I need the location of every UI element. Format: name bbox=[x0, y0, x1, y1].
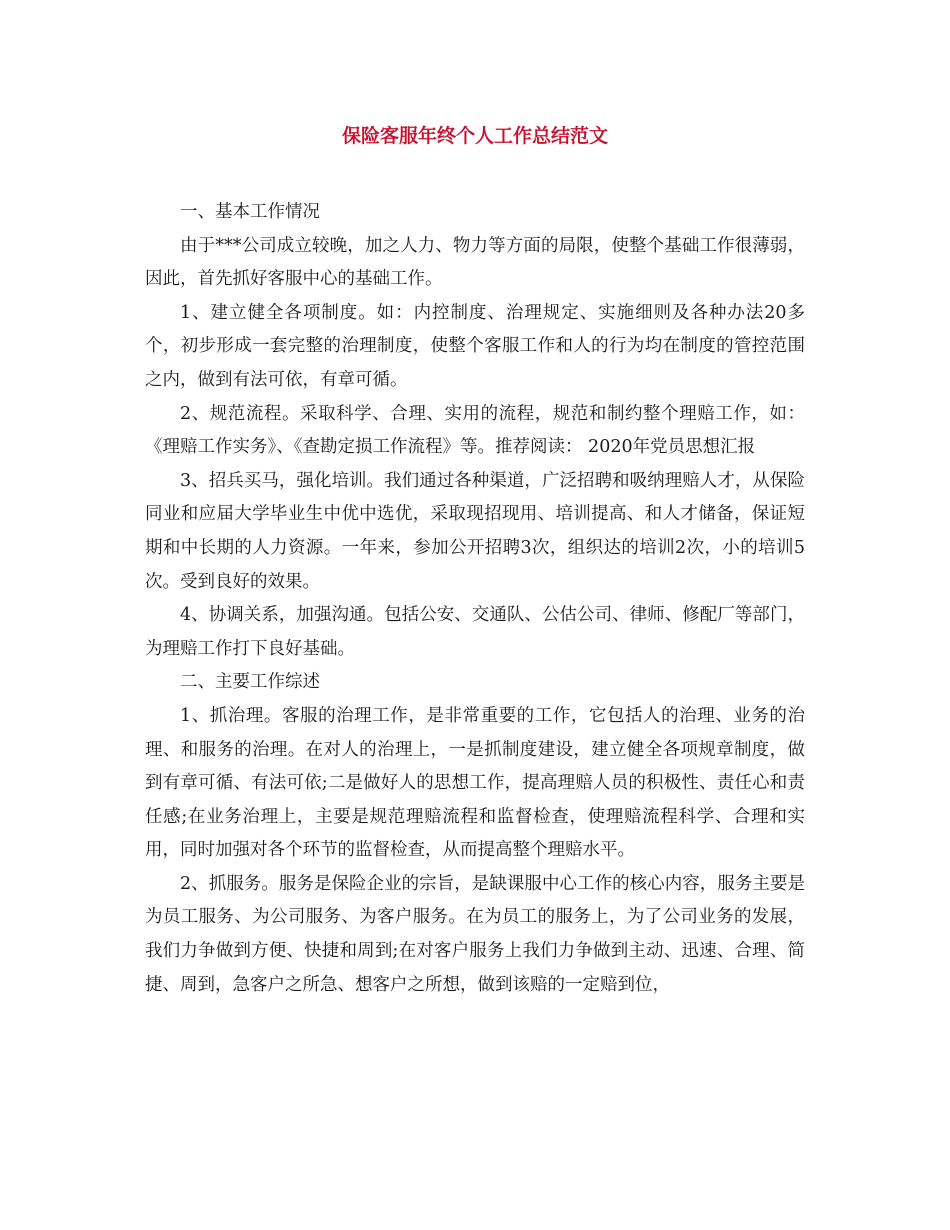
section-heading: 一、基本工作情况 bbox=[180, 202, 320, 222]
section-heading: 二、主要工作综述 bbox=[180, 672, 320, 693]
document-title: 保险客服年终个人工作总结范文 bbox=[341, 125, 608, 147]
paragraph: 2、抓服务。服务是保险企业的宗旨，是缺课服中心工作的核心内容，服务主要是为员工服务、为公司服务、为客户服务。在为员工的服务上，为了公司业务的发展，我们力争做到方便、快捷和周到;在对客户服务上我们力争做到主动、迅速、合理、简捷、周到，急客户之所急、想客户之所想，做到该赔的一定赔到位， bbox=[145, 873, 805, 995]
document-body bbox=[145, 196, 805, 1002]
paragraph: 1、建立健全各项制度。如：内控制度、治理规定、实施细则及各种办法20多个，初步形成一套完整的治理制度，使整个客服工作和人的行为均在制度的管控范围之内，做到有法可依，有章可循。 bbox=[145, 302, 805, 390]
paragraph: 4、协调关系，加强沟通。包括公安、交通队、公估公司、律师、修配厂等部门，为理赔工作打下良好基础。 bbox=[145, 605, 805, 659]
paragraph: 由于***公司成立较晚，加之人力、物力等方面的局限，使整个基础工作很薄弱，因此，首先抓好客服中心的基础工作。 bbox=[145, 235, 805, 290]
paragraph: 1、抓治理。客服的治理工作，是非常重要的工作，它包括人的治理、业务的治理、和服务的治理。在对人的治理上，一是抓制度建设，建立健全各项规章制度，做到有章可循、有法可依;二是做好人的思想工作，提高理赔人员的积极性、责任心和责任感;在业务治理上，主要是规范理赔流程和监督检查，使理赔流程科学、合理和实用，同时加强对各个环节的监督检查，从而提高整个理赔水平。 bbox=[145, 705, 805, 861]
paragraph: 2、规范流程。采取科学、合理、实用的流程，规范和制约整个理赔工作，如：《理赔工作实务》、《查勘定损工作流程》等。推荐阅读： 2020年党员思想汇报 bbox=[145, 403, 805, 458]
paragraph: 3、招兵买马，强化培训。我们通过各种渠道，广泛招聘和吸纳理赔人才，从保险同业和应届大学毕业生中优中选优，采取现招现用、培训提高、和人才储备，保证短期和中长期的人力资源。一年来，参加公开招聘3次，组织达的培训2次，小的培训5次。受到良好的效果。 bbox=[145, 470, 805, 592]
